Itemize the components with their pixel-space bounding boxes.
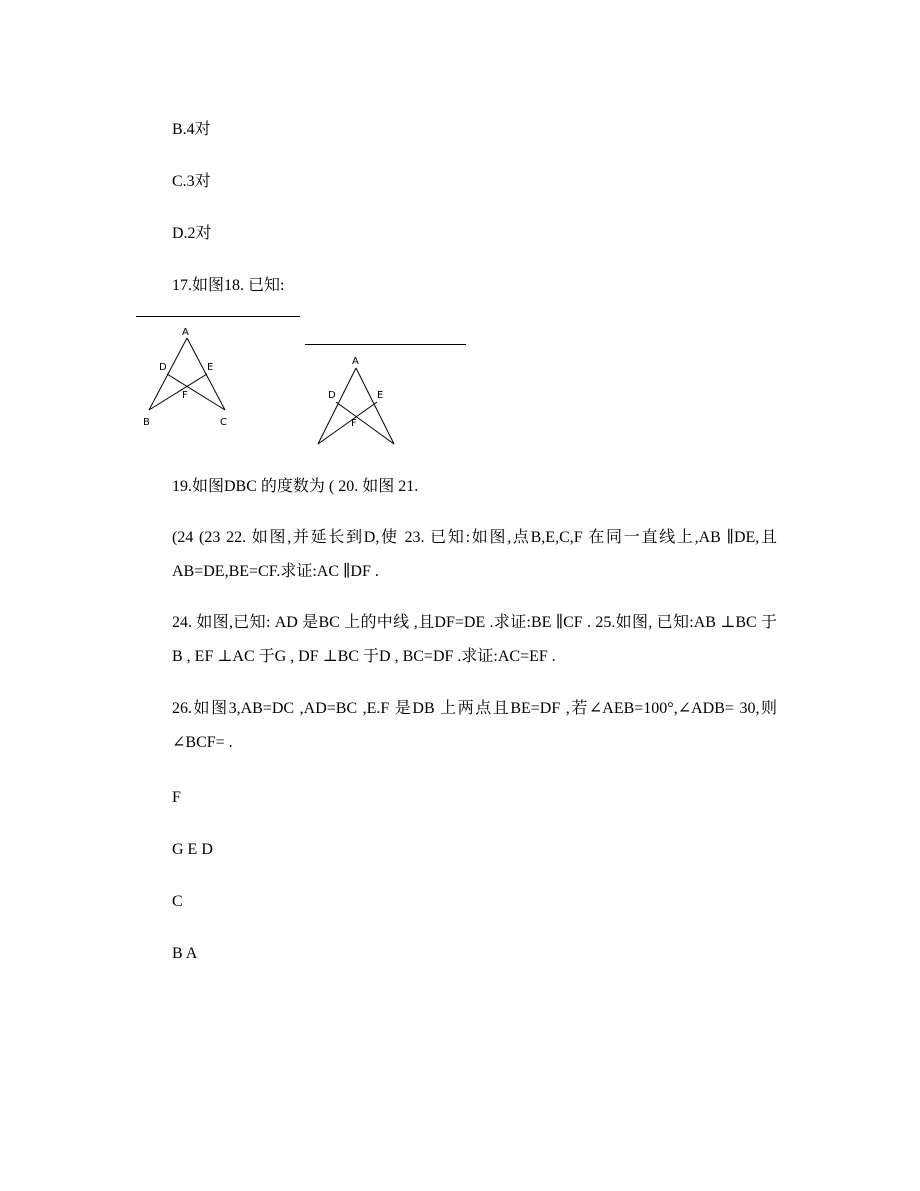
- question-24-25: 24. 如图,已知: AD 是BC 上的中线 ,且DF=DE .求证:BE ∥CF . 25.如图, 已知:AB ⊥BC 于B , EF ⊥AC 于G , DF ⊥BC 于D , BC=DF .求证:AC=EF .: [172, 614, 777, 665]
- fig2-line-be: [318, 402, 377, 444]
- option-c: C.3对: [172, 173, 211, 190]
- fig2-line-ac: [356, 368, 394, 444]
- fig1-label-a: A: [182, 327, 189, 338]
- fig1-line-be: [149, 374, 207, 410]
- figure-label-c: C: [172, 893, 183, 910]
- option-b: B.4对: [172, 121, 211, 138]
- fig2-label-a: A: [352, 356, 359, 367]
- blank-rule-2: [305, 344, 466, 345]
- fig2-line-ab: [318, 368, 356, 444]
- fig1-label-f: F: [182, 390, 188, 401]
- question-22-23: (24 (23 22. 如图,并延长到D,使 23. 已知:如图,点B,E,C,F 在同一直线上,AB ∥DE,且AB=DE,BE=CF.求证:AC ∥DF .: [172, 529, 777, 580]
- figure-label-ged: G E D: [172, 841, 213, 858]
- fig2-label-e: E: [377, 390, 384, 401]
- fig1-label-c: C: [220, 417, 227, 428]
- fig1-line-ac: [187, 338, 225, 410]
- triangle-figure-2: [306, 350, 416, 448]
- fig1-label-d: D: [159, 362, 167, 373]
- fig1-line-cd: [167, 374, 225, 410]
- fig1-label-e: E: [207, 362, 214, 373]
- fig2-label-d: D: [328, 390, 336, 401]
- question-19: 19.如图DBC 的度数为 ( 20. 如图 21.: [172, 478, 419, 495]
- figure-label-ba: B A: [172, 945, 198, 962]
- figure-label-f: F: [172, 789, 181, 806]
- fig2-line-cd: [336, 402, 394, 444]
- fig1-label-b: B: [143, 417, 150, 428]
- fig2-label-f: F: [351, 418, 357, 429]
- question-17: 17.如图18. 已知:: [172, 277, 285, 294]
- blank-rule-1: [136, 316, 300, 317]
- question-26: 26.如图3,AB=DC ,AD=BC ,E.F 是DB 上两点且BE=DF ,若∠AEB=100°,∠ADB= 30,则∠BCF= .: [172, 700, 777, 751]
- option-d: D.2对: [172, 225, 212, 242]
- triangle-figure-1: [136, 324, 246, 430]
